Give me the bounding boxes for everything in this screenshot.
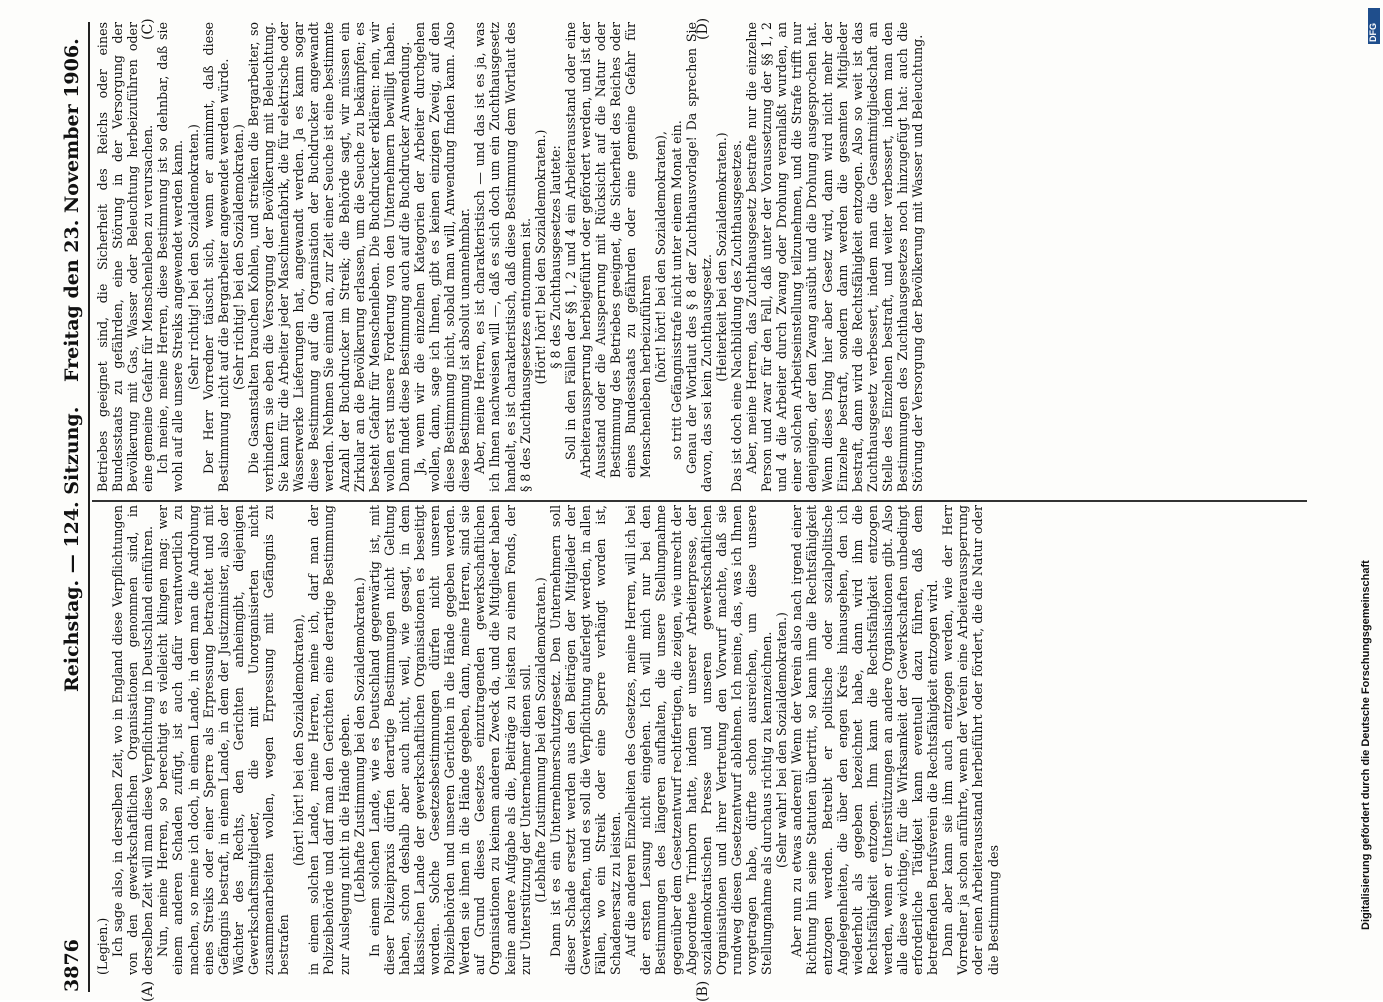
quoted-paragraph: so tritt Gefängnisstrafe nicht unter einem Monat ein. bbox=[668, 120, 684, 460]
interjection: (Sehr wahr! bei den Sozialdemokraten.) bbox=[774, 612, 790, 868]
side-note-strip bbox=[1330, 30, 1370, 970]
paragraph: (Legien.) bbox=[95, 917, 110, 975]
paragraph: Ich sage also, in derselben Zeit, wo in England diese Verpflichtungen von den gewerkschaftlichen Organisationen genommen sind, in derselben Zeit will man diese Verpflichtung in Deutschland einführen. bbox=[110, 505, 156, 975]
paragraph: Dann aber kann sie ihm auch entzogen werden, wie der Herr Vorredner ja schon anführte, wenn der Verein eine Arbeiteraussperrung oder einen Arbeiterausstand herbeiführt oder fördert, die die Natur oder die Bestimmung des bbox=[940, 505, 1001, 975]
paragraph: In einem solchen Lande, wie es Deutschland gegenwärtig ist, mit dieser Polizeipraxis dürfen derartige Bestimmungen nicht Geltung haben, schon deshalb aber auch nicht, weil, wie gesagt, in dem klassischen Lande der gewerkschaftlichen Organisationen es beseitigt worden. Solche Gesetzesbestimmungen dürfen nicht unseren Polizeibehörden und unseren Gerichten in die Hände gegeben werden. Werden sie ihnen in die Hände gegeben, dann, meine Herren, sind sie auf Grund dieses Gesetzes einzutragenden gewerkschaftlichen Organisationen zu keinem anderen Zweck da, und die Mitglieder haben keine andere Aufgabe als die, Beiträge zu leisten zu einem Fonds, der zur Unterstützung der Unternehmer dienen soll. bbox=[366, 505, 533, 975]
interjection: (hört! hört! bei den Sozialdemokraten), bbox=[291, 614, 307, 866]
right-column bbox=[95, 22, 925, 492]
margin-mark-d: (D) bbox=[695, 17, 711, 40]
section-heading: § 8 des Zuchthausgesetzes lautete: bbox=[547, 145, 563, 369]
paragraph: Aber nun zu etwas anderem! Wenn der Verein also nach irgend einer Richtung hin seine Statuten übertritt, so kann ihm die Rechtsfähigkeit entzogen werden. Betreibt er politische oder sozialpolitische Angelegenheiten, die über den engen Kreis hinausgehen, den ich wiederholt als gegeben bezeichnet habe, dann wird ihm die Rechtsfähigkeit entzogen. Ihm kann die Rechtsfähigkeit entzogen werden, wenn er Unterstützungen an andere Organisationen gibt. Also alle diese wichtige, für die Wirksamkeit der Gewerkschaften unbedingt erforderliche Tätigkeit kann eventuell dazu führen, daß dem betreffenden Berufsverein die Rechtsfähigkeit entzogen wird. bbox=[789, 505, 941, 975]
header-rule bbox=[88, 22, 90, 992]
paragraph: Die Gasanstalten brauchen Kohlen, und streiken die Bergarbeiter, so verhindern sie eben die Versorgung der Bevölkerung mit Beleuchtung. Sie kann für die Arbeiter jeder Maschinenfabrik, die für elektrische oder Wasserwerke Lieferungen hat, angewandt werden. Ja es kann sogar diese Bestimmung auf die Organisation der Buchdrucker angewandt werden. Nehmen Sie einmal an, zur Zeit einer Seuche ist eine bestimmte Anzahl der Buchdrucker im Streik; die Behörde sagt, wir müssen ein Zirkular an die Bevölkerung erlassen, um die Seuche zu bekämpfen; es besteht Gefahr für Menschenleben. Die Buchdrucker erklären: nein, wir wollen erst unsere Forderung von den Unternehmern bewilligt haben. Dann findet diese Bestimmung auch auf die Buchdrucker Anwendung. bbox=[245, 22, 412, 492]
paragraph: Auf die anderen Einzelheiten des Gesetzes, meine Herren, will ich bei der ersten Lesung nicht eingehen. Ich will mich nur bei den Bestimmungen des längeren aufhalten, die unsere Stellungnahme gegenüber dem Gesetzentwurf rechtfertigen, die zeigen, wie unrecht der Abgeordnete Trimborn hatte, indem er unserer Arbeiterpresse, der sozialdemokratischen Presse und unseren gewerkschaftlichen Organisationen und ihrer Vertretung den Vorwurf machte, daß sie rundweg diesen Gesetzentwurf ablehnen. Ich meine, das, was ich Ihnen vorgetragen habe, dürfte schon ausreichen, um diese unsere Stellungnahme als durchaus richtig zu kennzeichnen. bbox=[623, 505, 775, 975]
paragraph: Ja, wenn wir die einzelnen Kategorien der Arbeiter durchgehen wollen, dann, sage ich Ihnen, gibt es keinen einzigen Zweig, auf den diese Bestimmung nicht, sobald man will, Anwendung finden kann. Also diese Bestimmung ist absolut unannehmbar. bbox=[411, 22, 473, 492]
page-number: 3876 bbox=[61, 939, 83, 992]
paragraph: Aber, meine Herren, das Zuchthausgesetz bestrafte nur die einzelne Person und zwar für den Fall, daß unter der Voraussetzung der §§ 1, 2 und 4 die Arbeiter durch Zwang oder Drohung veranlaßt wurden, an einer solchen Arbeitseinstellung teilzunehmen, und die Strafe trifft nur denjenigen, der den Zwang ausübt und die Drohung ausgesprochen hat. Wenn dieses Ding hier aber Gesetz wird, dann wird nicht mehr der Einzelne bestraft, sondern dann werden die gesamten Mitglieder bestraft, dann wird die Rechtsfähigkeit entzogen. Also so weit ist das Zuchthausgesetz verbessert, indem man die Gesamtmitgliedschaft an Stelle des Einzelnen bestraft, und weiter verbessert, indem man den Bestimmungen des Zuchthausgesetzes noch hinzugefügt hat: auch die Störung der Versorgung der Bevölkerung mit Wasser und Beleuchtung. bbox=[744, 22, 926, 492]
paragraph: Das ist doch eine Nachbildung des Zuchthausgesetzes. bbox=[728, 140, 744, 492]
margin-mark-c: (C) bbox=[140, 18, 156, 40]
paragraph: Ich meine, meine Herren, diese Bestimmung ist so dehnbar, daß sie wohl auf alle unsere Streiks angewendet werden kann. bbox=[155, 22, 186, 492]
paragraph: Dann ist es ein Unternehmerschutzgesetz. Den Unternehmern soll dieser Schade ersetzt werden aus den Beiträgen der Mitglieder der Gewerkschaften, und es soll die Verpflichtung auferlegt werden, in allen Fällen, wo ein Streik oder eine Sperre verhängt worden ist, Schadenersatz zu leisten. bbox=[547, 505, 624, 975]
header-right-title: Freitag den 23. November 1906. bbox=[61, 38, 83, 382]
interjection: (Sehr richtig! bei den Sozialdemokraten.) bbox=[185, 124, 201, 390]
margin-mark-a: (A) bbox=[140, 980, 156, 1002]
interjection: (Sehr richtig! bei den Sozialdemokraten.) bbox=[230, 124, 246, 390]
interjection: (Hört! hört! bei den Sozialdemokraten.) bbox=[532, 129, 548, 385]
dfg-logo bbox=[1368, 8, 1380, 44]
paragraph: Aber, meine Herren, es ist charakteristisch — und das ist es ja, was ich Ihnen nachweisen will —, daß es sich doch um ein Zuchthausgesetz handelt, es ist charakteristisch, daß diese Bestimmung dem Wortlaut des § 8 des Zuchthausgesetzes entnommen ist. bbox=[472, 22, 533, 492]
margin-mark-b: (B) bbox=[695, 980, 711, 1002]
dfg-logo-text: DFG bbox=[1368, 23, 1378, 42]
interjection: (hört! hört! bei den Sozialdemokraten), bbox=[653, 131, 669, 383]
paragraph: in einem solchen Lande, meine Herren, meine ich, darf man der Polizeibehörde und darf man den Gerichten eine derartige Bestimmung zur Auslegung nicht in die Hände geben. bbox=[306, 505, 352, 975]
left-column bbox=[95, 505, 1001, 975]
running-header bbox=[55, 27, 91, 992]
paragraph: Der Herr Vorredner täuscht sich, wenn er annimmt, daß diese Bestimmung nicht auf die Bergarbeiter angewendet werden würde. bbox=[200, 22, 231, 492]
interjection: (Heiterkeit bei den Sozialdemokraten.) bbox=[713, 132, 729, 382]
quoted-paragraph: Soll in den Fällen der §§ 1, 2 und 4 ein Arbeiterausstand oder eine Arbeiteraussperrung herbeigeführt oder gefördert werden, und ist der Ausstand oder die Aussperrung mit Rücksicht auf die Natur oder Bestimmung des Betriebes geeignet, die Sicherheit des Reiches oder eines Bundesstaats zu gefährden oder eine gemeine Gefahr für Menschenleben herbeizuführen bbox=[562, 22, 654, 478]
interjection: (Lebhafte Zustimmung bei den Sozialdemokraten.) bbox=[351, 577, 367, 903]
header-left-title: Reichstag. — 124. Sitzung. bbox=[61, 406, 83, 692]
column-divider bbox=[92, 500, 1307, 502]
interjection: (Lebhafte Zustimmung bei den Sozialdemokraten.) bbox=[532, 577, 548, 903]
paragraph: Nun, meine Herren, so berechtigt es vielleicht klingen mag: wer einem anderen Schaden zufügt, ist auch dafür verantwortlich zu machen, so meine ich doch, in einem Lande, in dem man die Androhung eines Streiks oder einer Sperre als Erpressung betrachtet und mit Gefängnis bestraft, in einem Lande, in dem der Justizminister, also der Wächter des Rechts, den Gerichten anheimgibt, diejenigen Gewerkschaftsmitglieder, die mit Unorganisierten nicht zusammenarbeiten wollen, wegen Erpressung mit Gefängnis zu bestrafen bbox=[155, 505, 292, 975]
paragraph: Genau der Wortlaut des § 8 der Zuchthausvorlage! Da sprechen Sie davon, das sei kein Zuchthausgesetz. bbox=[683, 22, 714, 492]
digitization-note: Digitalisierung gefördert durch die Deutsche Forschungsgemeinschaft bbox=[1360, 560, 1372, 930]
paragraph: Betriebes geeignet sind, die Sicherheit des Reichs oder eines Bundesstaats zu gefährden, eine Störung in der Versorgung der Bevölkerung mit Gas, Wasser oder Beleuchtung herbeizuführen oder eine gemeine Gefahr für Menschenleben zu verursachen. bbox=[95, 22, 156, 492]
